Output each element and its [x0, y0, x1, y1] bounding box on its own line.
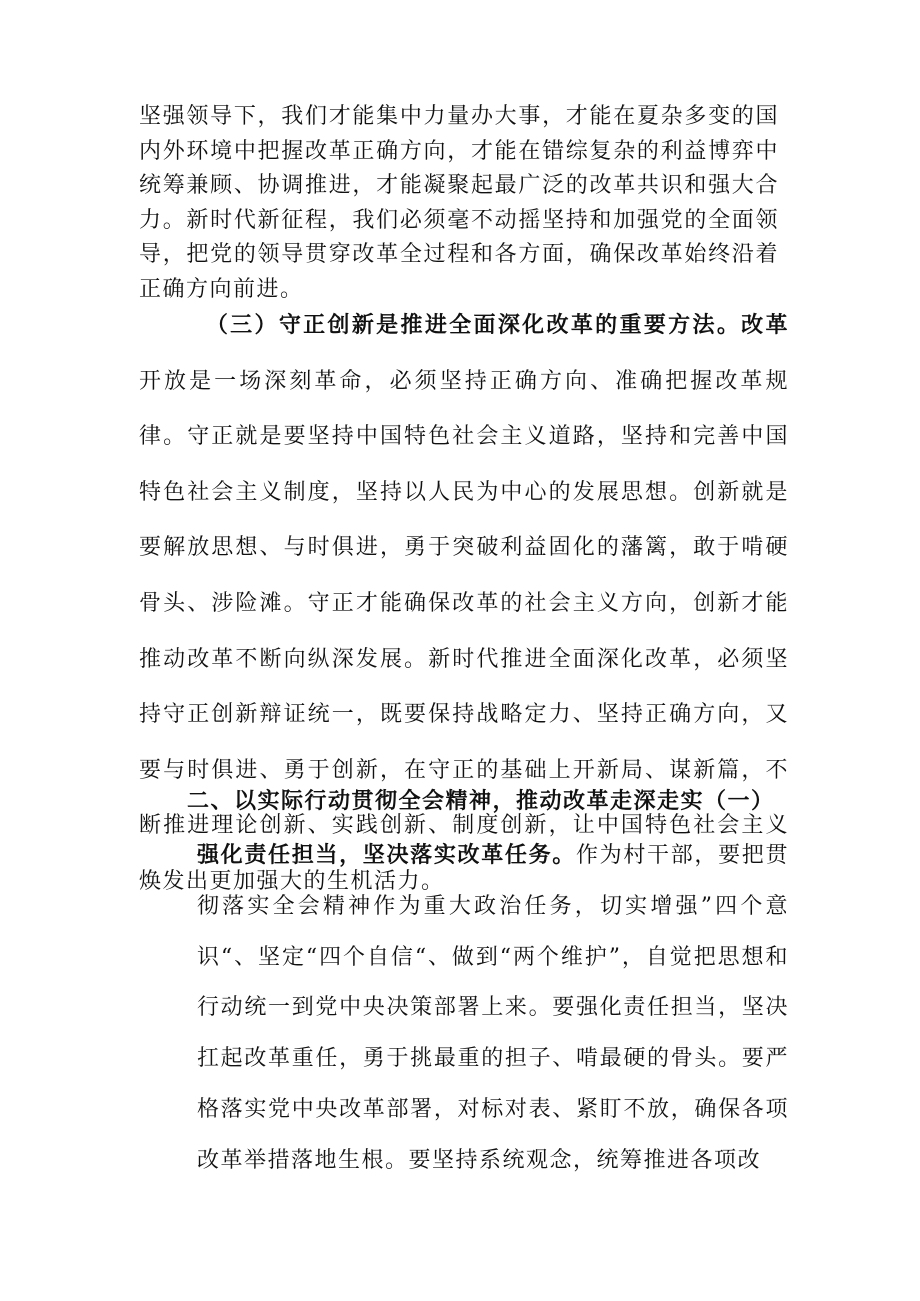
section-two-subheading: 强化责任担当，坚决落实改革任务。: [197, 842, 576, 868]
section-three-body: 开放是一场深刻革命，必须坚持正确方向、准确把握改革规律。守正就是要坚持中国特色社会主义道路，坚持和完善中国特色社会主义制度，坚持以人民为中心的发展思想。创新就是要解放思想、与时俱进，勇于突破利益固化的藩篱，敢于啃硬骨头、涉险滩。守正才能确保改革的社会主义方向，创新才能推动改革不断向纵深发展。新时代推进全面深化改革，必须坚持守正创新辩证统一，既要保持战略定力、坚持正确方向，又要与时俱进、勇于创新，在守正的基础上开新局、谋新篇，不断推进理论创新、实践创新、制度创新，让中国特色社会主义焕发出更加强大的生机活力。: [139, 368, 789, 894]
section-three-heading: （三）守正创新是推进全面深化改革的重要方法。改革: [205, 312, 789, 338]
paragraph-party-leadership: 坚强领导下，我们才能集中力量办大事，才能在夏杂多变的国内外环境中把握改革正确方向，才能在错综复杂的利益博弈中统筹兼顾、协调推进，才能凝聚起最广泛的改革共识和强大合力。新时代新征程，我们必须毫不动摇坚持和加强党的全面领导，把党的领导贯穿改革全过程和各方面，确保改革始终沿着正确方向前进。: [139, 104, 779, 302]
section-two-body: 作为村干部，要把贯彻落实全会精神作为重大政治任务，切实增强”四个意识“、坚定“四个自信“、做到“两个维护”，自觉把思想和行动统一到党中央决策部署上来。要强化责任担当，坚决扛起改革重任，勇于挑最重的担子、啃最硬的骨头。要严格落实党中央改革部署，对标对表、紧盯不放，确保各项改革举措落地生根。要坚持系统观念，统筹推进各项改: [197, 843, 789, 1173]
section-two-heading: 二、以实际行动贯彻全会精神，推动改革走深走实（一）: [187, 788, 775, 814]
section-two-paragraph: [197, 830, 789, 1187]
